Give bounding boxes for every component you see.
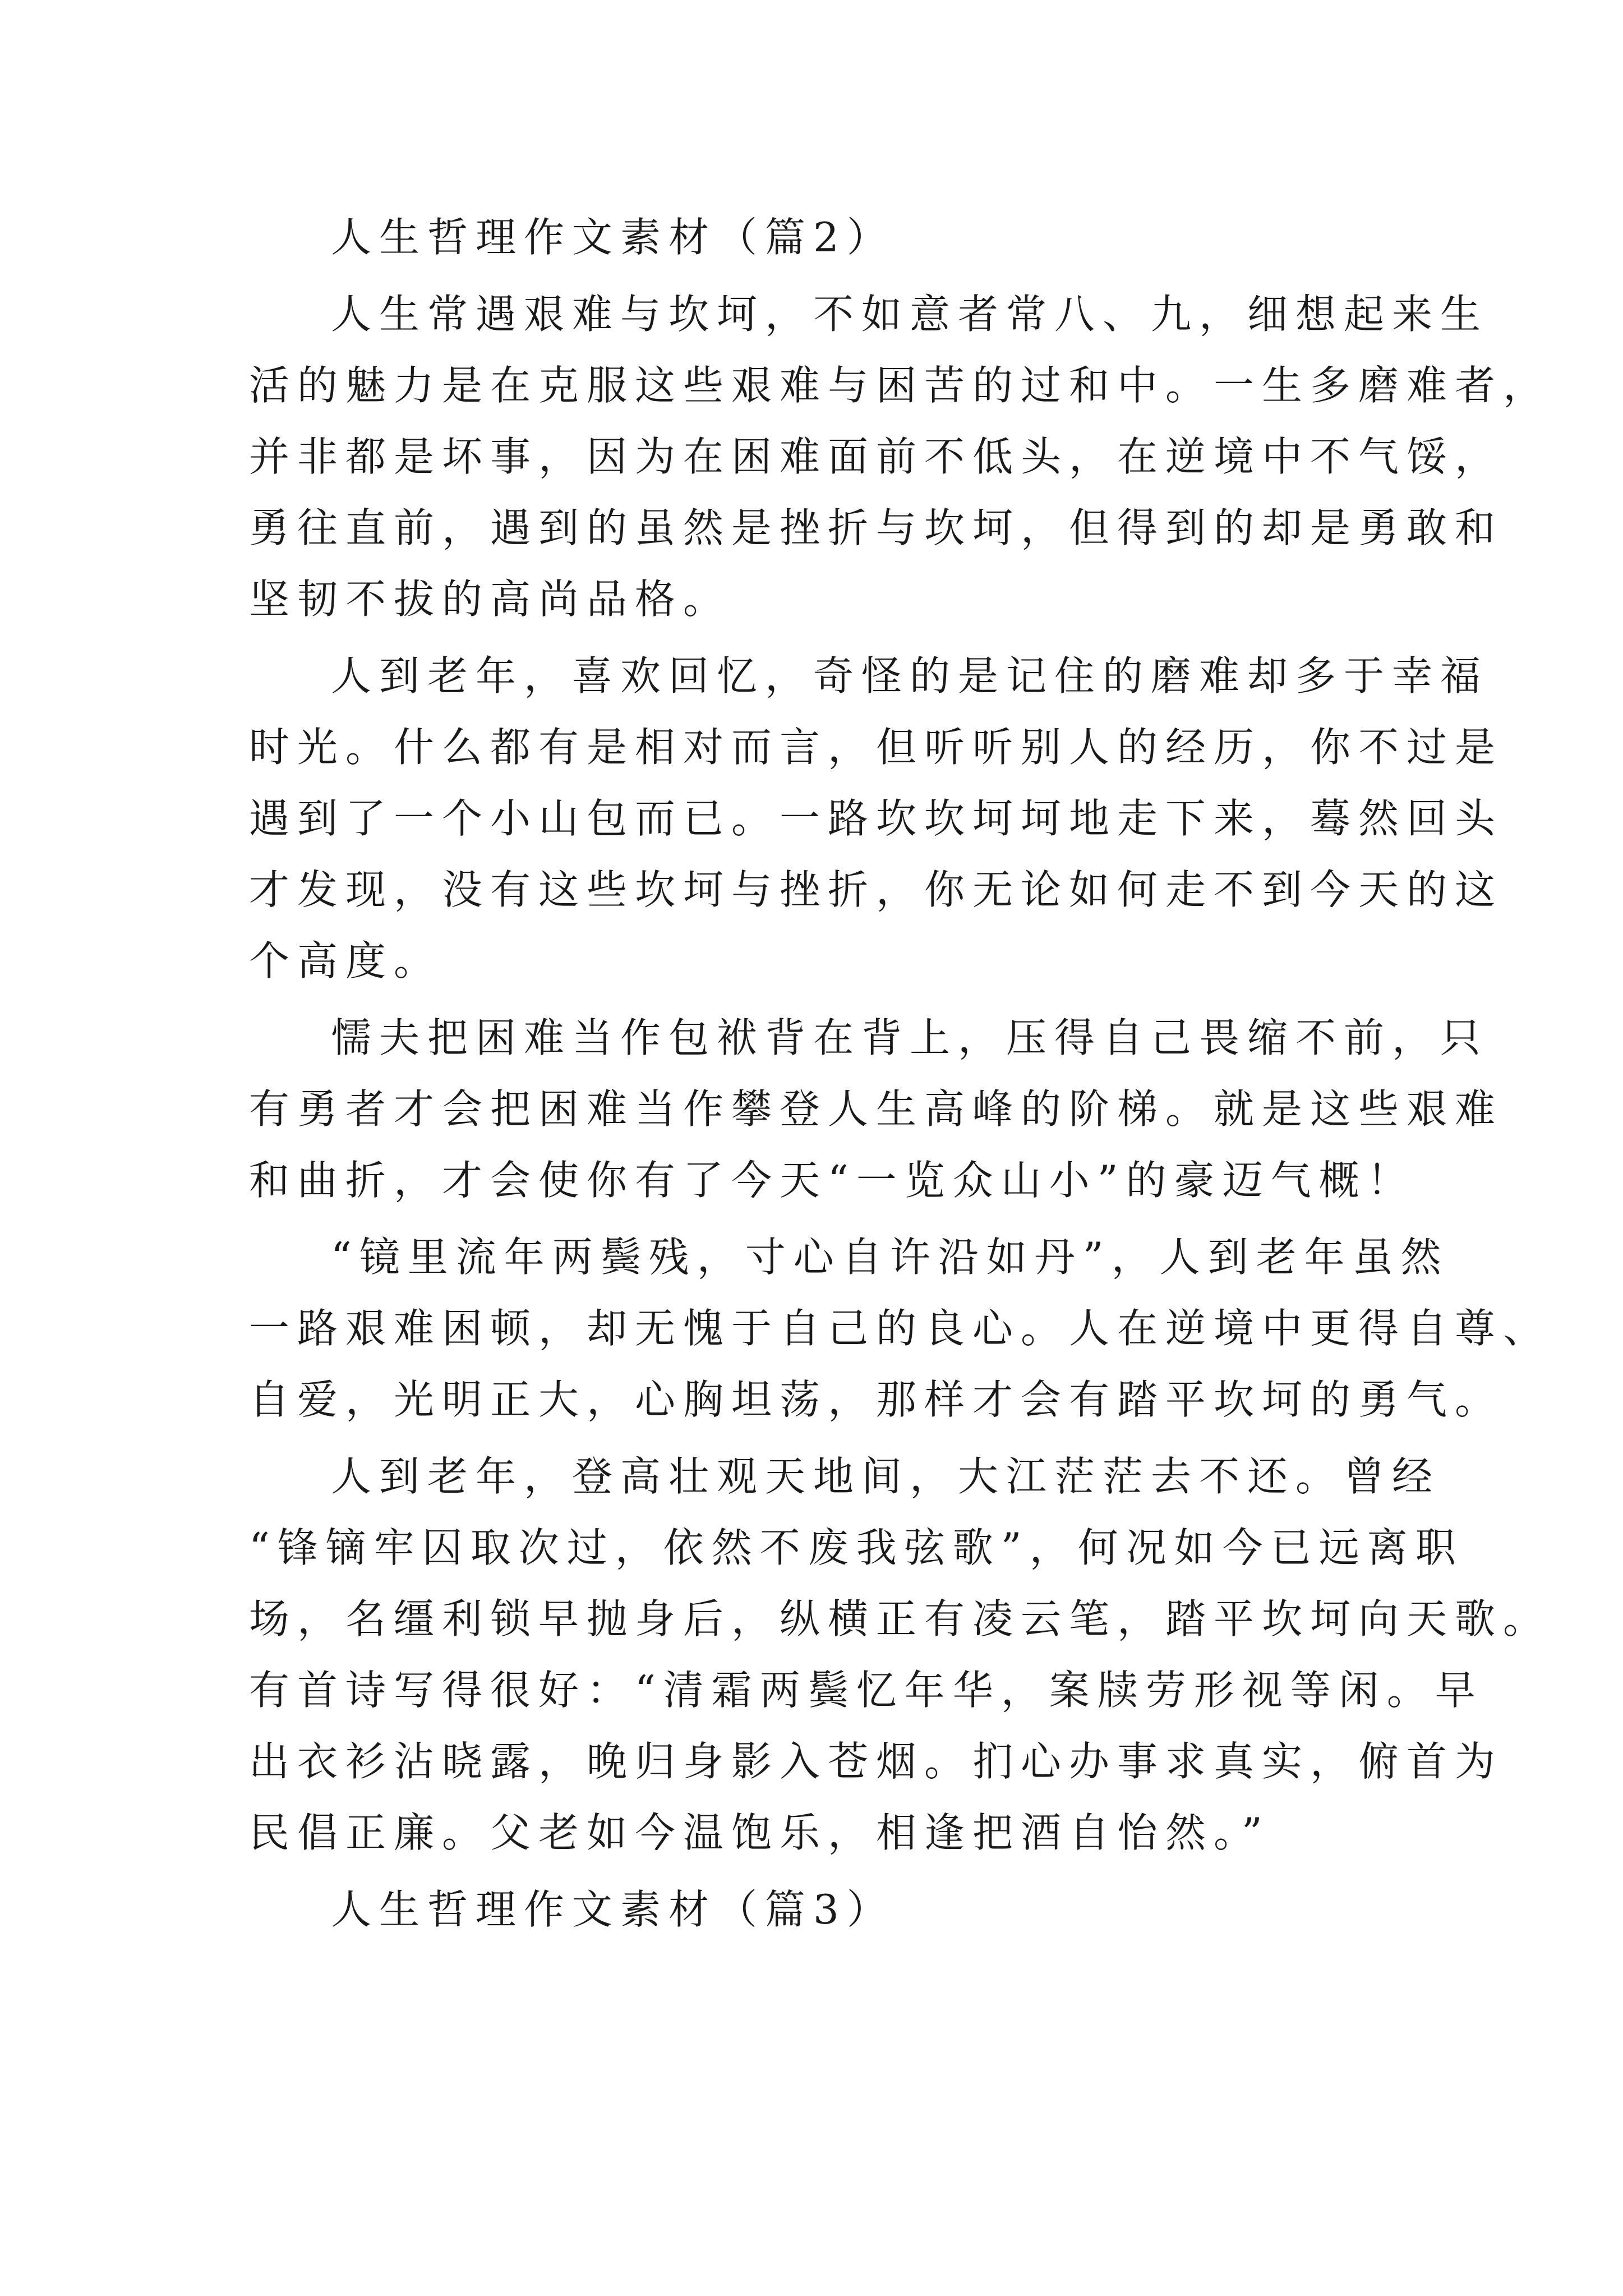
paragraph-gap [249, 1435, 1387, 1441]
text-line: 自爱，光明正大，心胸坦荡，那样才会有踏平坎坷的勇气。 [249, 1376, 1504, 1423]
text-line: 人到老年，喜欢回忆，奇怪的是记住的磨难却多于幸福 [331, 652, 1489, 700]
text-line: 人生常遇艰难与坎坷，不如意者常八、九，细想起来生 [331, 291, 1489, 338]
text-line: 和曲折，才会使你有了今天“一览众山小”的豪迈气概！ [249, 1157, 1415, 1204]
text-line: 并非都是坏事，因为在困难面前不低头，在逆境中不气馁， [249, 433, 1504, 480]
paragraph-gap [249, 273, 1387, 279]
text-line: 有勇者才会把困难当作攀登人生高峰的阶梯。就是这些艰难 [249, 1085, 1504, 1133]
text-line: “镜里流年两鬓残，寸心自许沿如丹”，人到老年虽然 [331, 1234, 1449, 1281]
text-line: 个高度。 [249, 937, 442, 984]
text-line: 遇到了一个小山包而已。一路坎坎坷坷地走下来，蓦然回头 [249, 795, 1504, 842]
text-line: 时光。什么都有是相对而言，但听听别人的经历，你不过是 [249, 724, 1504, 771]
text-line: 场，名缰利锁早抛身后，纵横正有凌云笔，踏平坎坷向天歌。 [249, 1595, 1552, 1642]
text-line: 人到老年，登高壮观天地间，大江茫茫去不还。曾经 [331, 1453, 1441, 1500]
document-body [249, 202, 1552, 1945]
text-line: 一路艰难困顿，却无愧于自己的良心。人在逆境中更得自尊、 [249, 1305, 1552, 1352]
text-line: 人生哲理作文素材（篇2） [331, 214, 895, 261]
text-line: 出衣衫沾晓露，晚归身影入苍烟。扪心办事求真实，俯首为 [249, 1738, 1504, 1785]
text-line: 人生哲理作文素材（篇3） [331, 1886, 895, 1933]
text-line: “锋镝牢囚取次过，依然不废我弦歌”，何况如今已远离职 [249, 1524, 1464, 1571]
text-line: 民倡正廉。父老如今温饱乐，相逢把酒自怡然。” [249, 1809, 1270, 1856]
text-line: 有首诗写得很好：“清霜两鬓忆年华，案牍劳形视等闲。早 [249, 1667, 1483, 1714]
text-line: 懦夫把困难当作包袱背在背上，压得自己畏缩不前，只 [331, 1014, 1489, 1061]
paragraph-gap [249, 635, 1387, 641]
text-line: 坚韧不拔的高尚品格。 [249, 576, 732, 623]
paragraph-gap [249, 1869, 1387, 1874]
text-line: 才发现，没有这些坎坷与挫折，你无论如何走不到今天的这 [249, 866, 1504, 913]
paragraph-gap [249, 1216, 1387, 1222]
text-line: 勇往直前，遇到的虽然是挫折与坎坷，但得到的却是勇敢和 [249, 504, 1504, 551]
text-line: 活的魅力是在克服这些艰难与困苦的过和中。一生多磨难者， [249, 362, 1552, 409]
paragraph-gap [249, 997, 1387, 1002]
